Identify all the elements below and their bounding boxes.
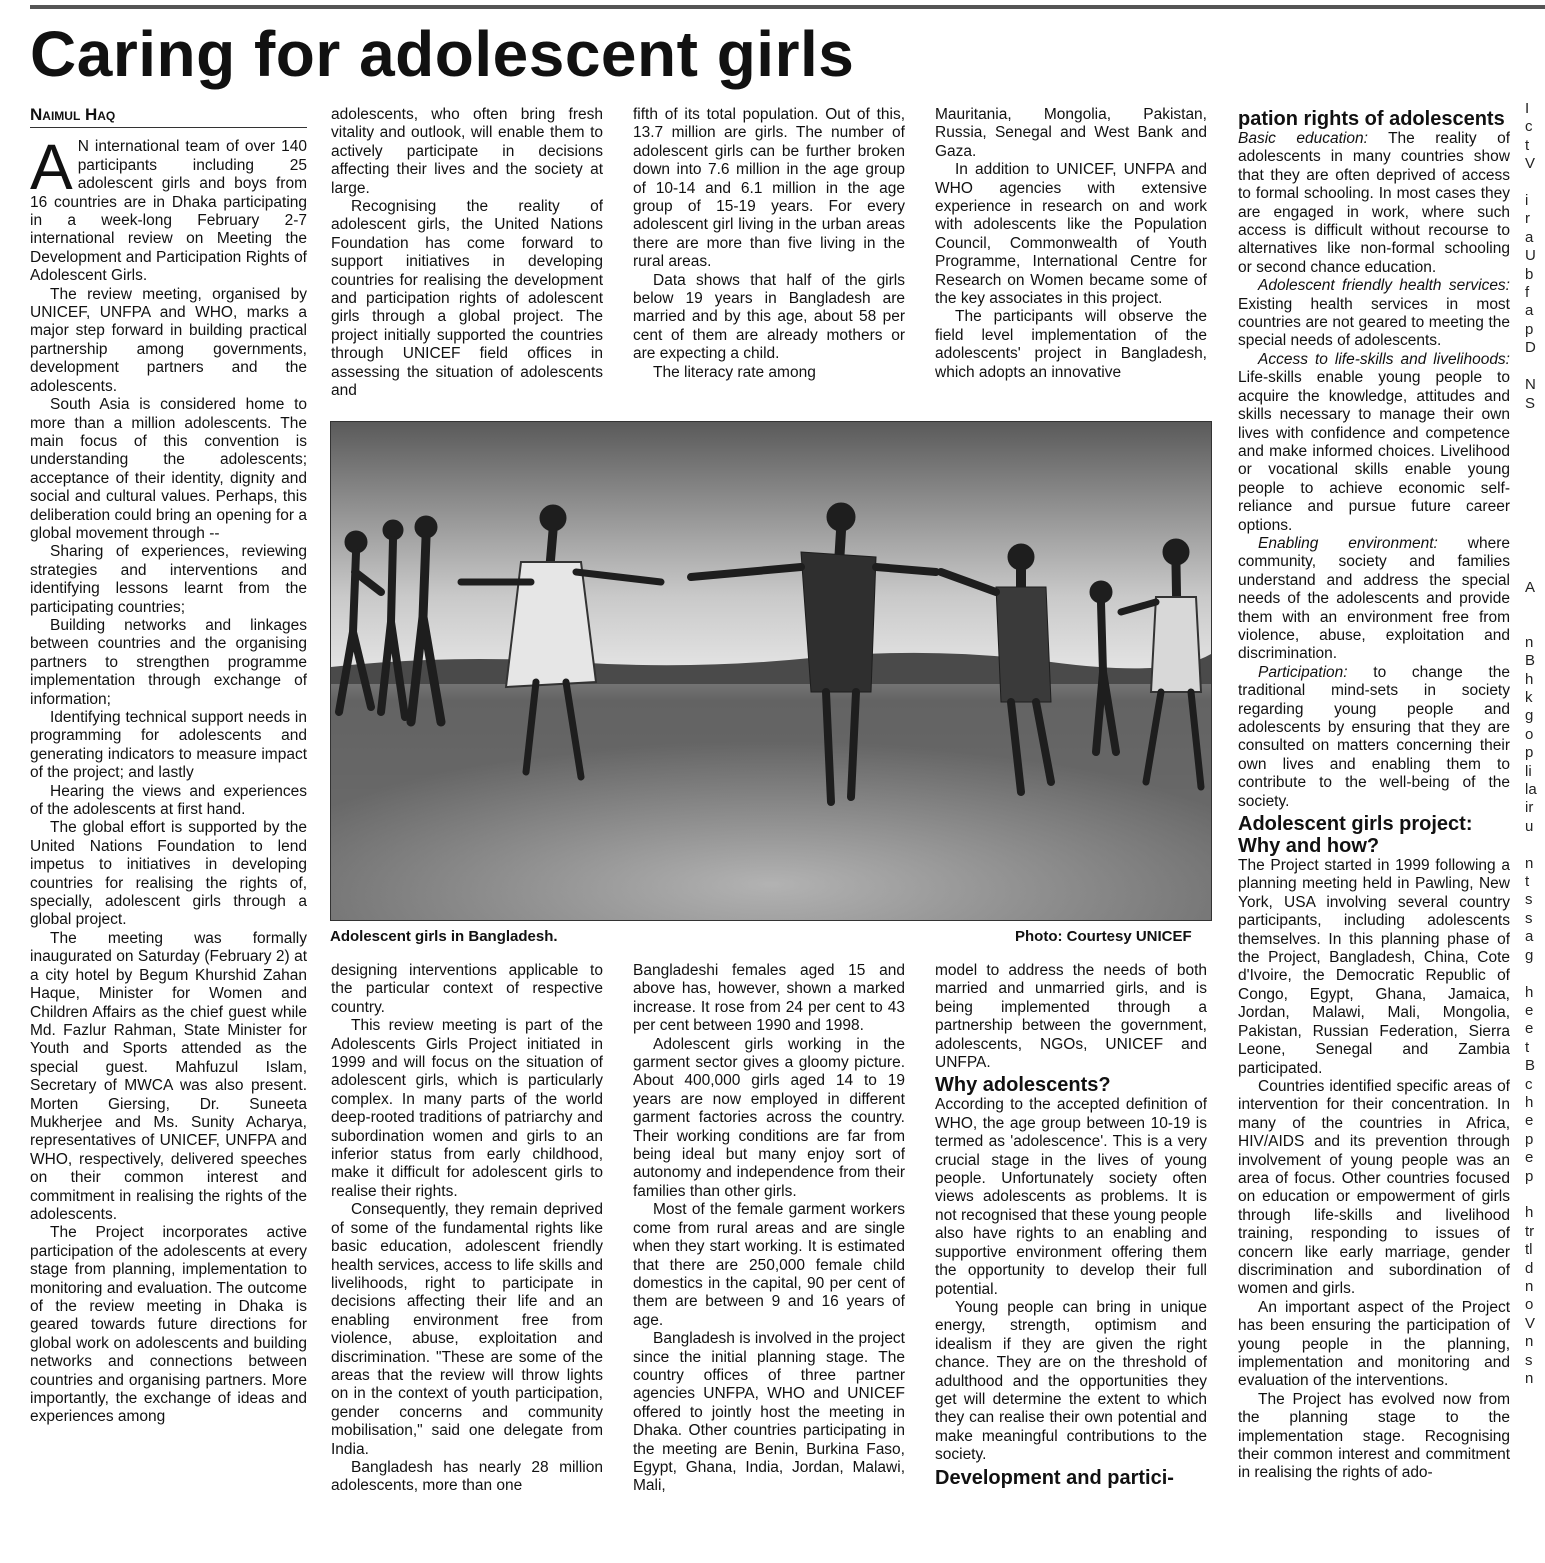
edge-fragment: t [1525, 136, 1530, 154]
paragraph: designing interventions applicable to the particular context of respective country. [331, 962, 603, 1016]
edge-fragment: li [1525, 762, 1532, 780]
paragraph: Most of the female garment workers come from rural areas and are single when they start working. It is estimated that there are 250,000 female child domestics in the capital, 90 per cent of them are between 9 and 16 years of age. [633, 1201, 905, 1329]
paragraph: The participants will observe the field level implementation of the adolescents' project in Bangladesh, which adopts an innovative [935, 308, 1207, 381]
paragraph: The meeting was formally inaugurated on Saturday (February 2) at a city hotel by Begum Khurshid Zahan Haque, Minister for Women and Children Affairs as the chief guest while Md. Fazlur Rahman, State Minister for Youth and Sports attended as the special guest. Mahfuzul Islam, Secretary of MWCA was also present. Morten Giersing, Dr. Suneeta Mukherjee and Ms. Sunity Acharya, representatives of UNICEF, UNFPA and WHO, respectively, delivered speeches on their common interest and commitment in realising the rights of the adolescents. [30, 929, 307, 1223]
paragraph: Consequently, they remain deprived of some of the fundamental rights like basic education, adolescent friendly health services, access to life skills and livelihoods, right to participate in decisions affecting their life and an enabling environment free from violence, abuse, exploitation and discrimination. "These are some of the areas that the review will throw lights on in the context of youth participation, gender concerns and community mobilisation," said one delegate from India. [331, 1201, 603, 1458]
column-5 [1238, 106, 1510, 1563]
item-text: to change the traditional mind-sets in society regarding young people and adolescents by ensuring that they are consulted on matters concerning their own lives and enabling them to contribute to the well-being of the society. [1238, 663, 1510, 810]
subhead-why-and-how: Adolescent girls project: Why and how? [1238, 813, 1473, 858]
edge-fragment [1525, 450, 1545, 468]
edge-fragment [1525, 413, 1545, 431]
column-2-bottom [331, 962, 603, 1563]
paragraph: Mauritania, Mongolia, Pakistan, Russia, Senegal and West Bank and Gaza. [935, 106, 1207, 160]
paragraph: model to address the needs of both married and unmarried girls, and is being implemented through a partnership between the government, adolescents, NGOs, UNICEF and UNFPA. [935, 962, 1207, 1072]
edge-fragment: I [1525, 100, 1530, 117]
edge-fragment: D [1525, 339, 1536, 357]
edge-fragment: B [1525, 652, 1536, 670]
edge-fragment: e [1525, 1001, 1534, 1019]
edge-fragment [1525, 1186, 1545, 1204]
edge-fragment [1525, 523, 1545, 541]
column-3-bottom [633, 962, 905, 1563]
item-label: Adolescent friendly health services: [1258, 277, 1510, 295]
edge-fragment: e [1525, 1112, 1534, 1130]
list-item [1238, 351, 1510, 535]
edge-fragment: h [1525, 1204, 1534, 1222]
byline: Naimul Haq [30, 106, 307, 128]
paragraph: The literacy rate among [653, 363, 816, 381]
column-4-top [935, 106, 1207, 410]
item-label: Basic education: [1238, 130, 1368, 147]
edge-fragment [1525, 505, 1545, 523]
edge-fragment [1525, 836, 1545, 854]
edge-fragment: s [1525, 1351, 1533, 1369]
list-item [1238, 664, 1510, 811]
paragraph: Hearing the views and experiences of the adolescents at first hand. [30, 782, 307, 819]
edge-fragment: n [1525, 854, 1534, 872]
column-3-top [633, 106, 905, 410]
photo-illustration [331, 422, 1211, 920]
list-item [1238, 535, 1510, 664]
paragraph: This review meeting is part of the Adolescents Girls Project initiated in 1999 and will focus on the situation of adolescent girls, which is particularly complex. In many parts of the world deep-rooted traditions of patriarchy and subordination women and girls to an inferior status from early childhood, make it difficult for adolescent girls to realise their rights. [331, 1017, 603, 1200]
edge-fragment: r [1525, 210, 1530, 228]
paragraph: According to the accepted definition of WHO, the age group between 10-19 is termed as 'adolescence'. This is a very crucial stage in the lives of young people. Unfortunately society often views adolescents as problems. It is not recognised that these young people also have rights to an enabling and supportive environment offering them the opportunity to develop their full potential. [935, 1096, 1207, 1298]
edge-fragment [1525, 597, 1545, 615]
edge-fragment: o [1525, 1296, 1534, 1314]
subhead-why-adolescents: Why adolescents? [935, 1074, 1111, 1097]
photo-caption: Adolescent girls in Bangladesh. [330, 928, 558, 945]
headline: Caring for adolescent girls [30, 18, 855, 90]
edge-fragment: A [1525, 578, 1536, 596]
paragraph: Bangladesh has nearly 28 million adolescents, more than one [331, 1458, 603, 1495]
item-label: Enabling environment: [1258, 534, 1438, 552]
edge-fragment: U [1525, 247, 1536, 265]
paragraph: Recognising the reality of adolescent girls, the United Nations Foundation has come forward to support initiatives in developing countries for realising the development and participation rights of adolescent girls through a global project. The project initially supported the countries through UNICEF field offices in assessing the situation of adolescents and [331, 198, 603, 400]
edge-fragment: n [1525, 1333, 1534, 1351]
column-2-top [331, 106, 603, 410]
edge-fragment [1525, 358, 1545, 376]
edge-fragment: la [1525, 781, 1537, 799]
edge-fragment: N [1525, 376, 1536, 394]
edge-fragment: h [1525, 983, 1534, 1001]
edge-fragment: V [1525, 1314, 1536, 1332]
edge-fragment: a [1525, 928, 1534, 946]
edge-fragment: i [1525, 192, 1529, 210]
edge-fragment: B [1525, 1057, 1536, 1075]
item-label: Participation: [1258, 663, 1348, 681]
paragraph: Data shows that half of the girls below 19 years in Bangladesh are married and by this age, about 58 per cent of them are already mothers or are expecting a child. [633, 271, 905, 363]
item-text: The reality of adolescents in many countries show that they are often deprived of access to formal schooling. In most cases they are engaged in work, where such access is difficult without recourse to alternatives like non-formal schooling or second chance education. [1238, 130, 1510, 276]
edge-fragment: s [1525, 891, 1533, 909]
news-photo [330, 421, 1212, 921]
edge-fragment [1525, 174, 1545, 192]
edge-fragment: V [1525, 155, 1536, 173]
paragraph: The Project started in 1999 following a planning meeting held in Pawling, New York, USA involving several country participants, including adolescents themselves. In this planning phase of the Project, Bangladesh, China, Cote d'Ivoire, the Democratic Republic of Congo, Egypt, Ghana, Jamaica, Jordan, Malawi, Mali, Mongolia, Pakistan, Russian Federation, Sierra Leone, Senegal and Zambia participated. [1238, 857, 1510, 1077]
edge-fragment: n [1525, 1370, 1534, 1388]
edge-fragment: t [1525, 1038, 1530, 1056]
edge-fragment [1525, 542, 1545, 560]
paragraph: Adolescent girls working in the garment sector gives a gloomy picture. About 400,000 girls aged 14 to 19 years are now employed in different garment factories across the country. Their working conditions are far from being ideal but many enjoy sort of autonomy and independence from their families than other girls. [633, 1035, 905, 1200]
paragraph: In addition to UNICEF, UNFPA and WHO agencies with extensive experience in research on and work with adolescents like the Population Council, Commonwealth of Youth Programme, International Centre for Research on Women became some of the key associates in this project. [935, 161, 1207, 308]
edge-fragment: p [1525, 744, 1534, 762]
paragraph: Countries identified specific areas of intervention for their concentration. In many of the countries in Africa, HIV/AIDS and its prevention through involvement of young people was an area of focus. Other countries focused on education or empowerment of girls through life-skills and livelihood training, responding to issues of concern like early marriage, gender discrimination and subordination of women and girls. [1238, 1077, 1510, 1298]
photo-credit: Photo: Courtesy UNICEF [1015, 928, 1192, 945]
list-item [1238, 130, 1510, 277]
paragraph: N international team of over 140 participants including 25 adolescent girls and boys from 16 countries are in Dhaka participating in a week-long February 2-7 international review on Meeting the Development and Participation Rights of Adolescent Girls. [30, 138, 307, 285]
paragraph: Sharing of experiences, reviewing strategies and interventions and identifying lessons learnt from the participating countries; [30, 543, 307, 616]
edge-fragment: h [1525, 670, 1534, 688]
edge-fragment: h [1525, 1093, 1534, 1111]
edge-fragment: s [1525, 909, 1533, 927]
paragraph: An important aspect of the Project has been ensuring the participation of young people in the planning, implementation and monitoring and evaluation of the interventions. [1238, 1298, 1510, 1390]
paragraph: Identifying technical support needs in programming for adolescents and generating indicators to measure impact of the project; and lastly [30, 709, 307, 782]
subhead-participation-rights: pation rights of adolescents [1238, 108, 1505, 130]
paragraph: Building networks and linkages between countries and the organising partners to strengthen programme implementation through exchange of information; [30, 616, 307, 708]
edge-fragment [1525, 965, 1545, 983]
edge-fragment: g [1525, 707, 1534, 725]
edge-fragment: tr [1525, 1222, 1535, 1240]
edge-fragment [1525, 615, 1545, 633]
paragraph: South Asia is considered home to more than a million adolescents. The main focus of this convention is understanding the adolescents; acceptance of their identity, dignity and social and cultural values. Perhaps, this deliberation could bring an opening for a global movement through -- [30, 396, 307, 542]
edge-fragment: b [1525, 265, 1534, 283]
adjacent-column-fragment [1525, 100, 1545, 1563]
edge-fragment: ir [1525, 799, 1534, 817]
edge-fragment: f [1525, 284, 1530, 302]
edge-fragment [1525, 468, 1545, 486]
list-item [1238, 277, 1510, 351]
paragraph: The Project incorporates active participation of the adolescents at every stage from planning, implementation to monitoring and evaluation. The outcome of the review meeting in Dhaka is geared towards future directions for global work on adolescents and building networks and connections between countries and organising partners. More importantly, the exchange of ideas and experiences among [30, 1224, 307, 1426]
item-label: Access to life-skills and livelihoods: [1258, 350, 1510, 368]
paragraph: The Project has evolved now from the planning stage to the implementation stage. Recognising their common interest and commitment in realising the rights of ado- [1238, 1390, 1510, 1482]
edge-fragment: a [1525, 302, 1534, 320]
paragraph: The review meeting, organised by UNICEF, UNFPA and WHO, marks a major step forward in building practical partnership among governments, development partners and the adolescents. [30, 285, 307, 395]
column-1 [30, 106, 307, 1563]
edge-fragment: p [1525, 320, 1534, 338]
edge-fragment: u [1525, 817, 1534, 835]
top-rule [30, 5, 1545, 9]
item-text: Life-skills enable young people to acquire the knowledge, attitudes and skills necessary to manage their own lives with confidence and competence and make informed choices. Livelihood or vocational skills enable young people to achieve economic self-reliance and pursue future career options. [1238, 369, 1510, 534]
edge-fragment: a [1525, 228, 1534, 246]
item-text: Existing health services in most countries are not geared to meeting the special needs of adolescents. [1238, 295, 1510, 350]
paragraph: adolescents, who often bring fresh vitality and outlook, will enable them to actively participate in decisions affecting their lives and the society at large. [331, 106, 603, 197]
edge-fragment: tl [1525, 1241, 1533, 1259]
edge-fragment: o [1525, 725, 1534, 743]
edge-fragment: d [1525, 1259, 1534, 1277]
item-text: where community, society and families understand and address the special needs of the adolescents and provide them with an environment free from violence, abuse, exploitation and discrimination. [1238, 534, 1510, 663]
edge-fragment [1525, 487, 1545, 505]
column-4-bottom [935, 962, 1207, 1563]
paragraph: fifth of its total population. Out of this, 13.7 million are girls. The number of adolescent girls can be further broken down into 7.6 million in the age group of 10-14 and 6.1 million in the age group of 15-19 years. For every adolescent girl living in the urban areas there are more than five living in the rural areas. [633, 106, 905, 271]
edge-fragment: c [1525, 118, 1533, 136]
subhead-development: Development and partici- [935, 1466, 1174, 1489]
edge-fragment: p [1525, 1130, 1534, 1148]
edge-fragment: n [1525, 633, 1534, 651]
edge-fragment: c [1525, 1075, 1533, 1093]
paragraph: Bangladesh is involved in the project since the initial planning stage. The country offices of three partner agencies UNFPA, WHO and UNICEF offered to jointly host the meeting in Dhaka. Other countries participating in the meeting are Benin, Burkina Faso, Egypt, Ghana, India, Jordan, Malawi, Mali, [633, 1330, 905, 1495]
edge-fragment [1525, 560, 1545, 578]
edge-fragment: t [1525, 873, 1530, 891]
edge-fragment: e [1525, 1020, 1534, 1038]
paragraph: Bangladeshi females aged 15 and above has, however, shown a marked increase. It rose from 24 per cent to 43 per cent between 1990 and 1998. [633, 962, 905, 1035]
edge-fragment [1525, 431, 1545, 449]
edge-fragment: k [1525, 689, 1533, 706]
edge-fragment: n [1525, 1278, 1534, 1295]
edge-fragment: e [1525, 1149, 1534, 1167]
paragraph: The global effort is supported by the United Nations Foundation to lend impetus to initiatives in developing countries for realising the rights of, specially, adolescent girls through a global project. [30, 819, 307, 929]
edge-fragment: p [1525, 1167, 1534, 1185]
drop-cap: A [30, 131, 73, 204]
edge-fragment: g [1525, 946, 1534, 964]
edge-fragment: S [1525, 394, 1536, 412]
paragraph: Young people can bring in unique energy, strength, optimism and idealism if they are given the right chance. They are on the threshold of adulthood and the opportunities they get will determine the extent to which they can realise their own potential and make meaningful contributions to the society. [935, 1298, 1207, 1464]
